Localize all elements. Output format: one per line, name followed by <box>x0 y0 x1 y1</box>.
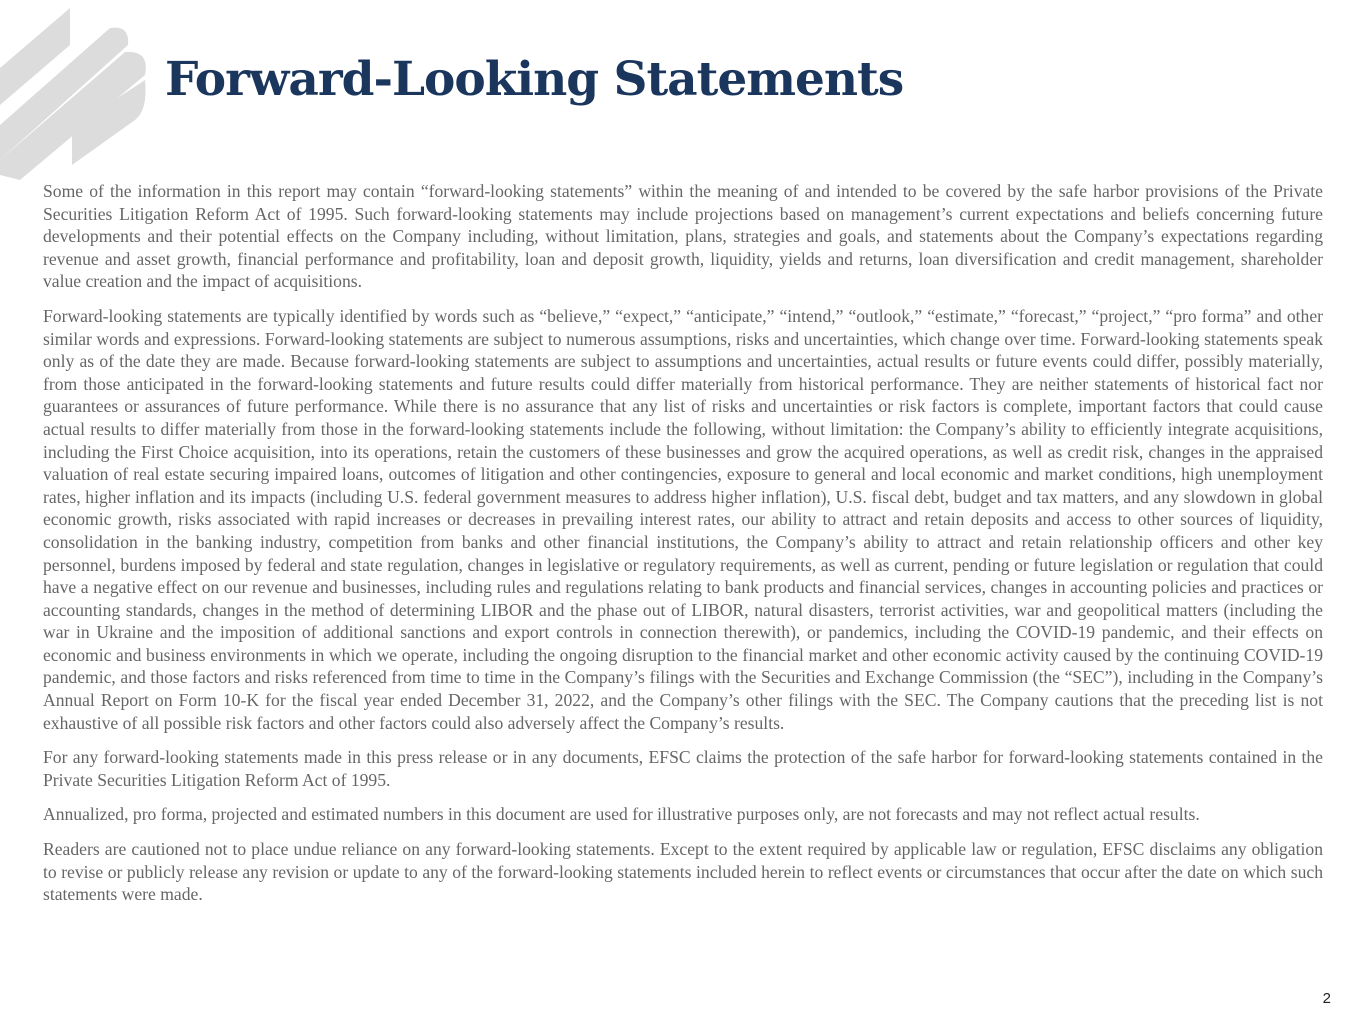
paragraph: Annualized, pro forma, projected and estimated numbers in this document are used for illustrative purposes only, are not forecasts and may not reflect actual results. <box>43 804 1200 825</box>
paragraph: Some of the information in this report may contain “forward-looking statements” within the meaning of and intended to be covered by the safe harbor provisions of the Private Securities Litigation Reform Act of 1995. Such forward-looking statements may include projections based on management’s current expectations and beliefs concerning future developments and their potential effects on the Company including, without limitation, plans, strategies and goals, and statements about the Company’s expectations regarding revenue and asset growth, financial performance and profitability, loan and deposit growth, liquidity, yields and returns, loan diversification and credit management, shareholder value creation and the impact of acquisitions. <box>43 181 1323 292</box>
page-title: Forward-Looking Statements <box>165 52 904 107</box>
paragraph: Forward-looking statements are typically identified by words such as “believe,” “expect,” “anticipate,” “intend,” “outlook,” “estimate,” “forecast,” “project,” “pro forma” and other similar words and expressions. Forward-looking statements are subject to numerous assumptions, risks and uncertainties, which change over time. Forward-looking statements speak only as of the date they are made. Because forward-looking statements are subject to assumptions and uncertainties, actual results or future events could differ, possibly materially, from those anticipated in the forward-looking statements and future results could differ materially from historical performance. They are neither statements of historical fact nor guarantees or assurances of future performance. While there is no assurance that any list of risks and uncertainties or risk factors is complete, important factors that could cause actual results to differ materially from those in the forward-looking statements include the following, without limitation: the Company’s ability to efficiently integrate acquisitions, including the First Choice acquisition, into its operations, retain the customers of these businesses and grow the acquired operations, as well as credit risk, changes in the appraised valuation of real estate securing impaired loans, outcomes of litigation and other contingencies, exposure to general and local economic and market conditions, high unemployment rates, higher inflation and its impacts (including U.S. federal government measures to address higher inflation), U.S. fiscal debt, budget and tax matters, and any slowdown in global economic growth, risks associated with rapid increases or decreases in prevailing interest rates, our ability to attract and retain deposits and access to other sources of liquidity, consolidation in the banking industry, competition from banks and other financial institutions, the Company’s ability to attract and retain relationship officers and other key personnel, burdens imposed by federal and state regulation, changes in legislative or regulatory requirements, as well as current, pending or future legislation or regulation that could have a negative effect on our revenue and businesses, including rules and regulations relating to bank products and financial services, changes in accounting policies and practices or accounting standards, changes in the method of determining LIBOR and the phase out of LIBOR, natural disasters, terrorist activities, war and geopolitical matters (including the war in Ukraine and the imposition of additional sanctions and export controls in connection therewith), or pandemics, including the COVID-19 pandemic, and their effects on economic and business environments in which we operate, including the ongoing disruption to the financial market and other economic activity caused by the continuing COVID-19 pandemic, and those factors and risks referenced from time to time in the Company’s filings with the Securities and Exchange Commission (the “SEC”), including in the Company’s Annual Report on Form 10-K for the fiscal year ended December 31, 2022, and the Company’s other filings with the SEC. The Company cautions that the preceding list is not exhaustive of all possible risk factors and other factors could also adversely affect the Company’s results. <box>43 305 1323 733</box>
statement-body <box>43 180 1323 918</box>
page-number: 2 <box>1322 990 1331 1007</box>
logo-stripes-icon <box>0 0 160 180</box>
paragraph: Readers are cautioned not to place undue reliance on any forward-looking statements. Except to the extent required by applicable law or regulation, EFSC disclaims any obligation to revise or publicly release any revision or update to any of the forward-looking statements included herein to reflect events or circumstances that occur after the date on which such statements were made. <box>43 839 1323 905</box>
paragraph: For any forward-looking statements made in this press release or in any documents, EFSC claims the protection of the safe harbor for forward-looking statements contained in the Private Securities Litigation Reform Act of 1995. <box>43 747 1323 790</box>
